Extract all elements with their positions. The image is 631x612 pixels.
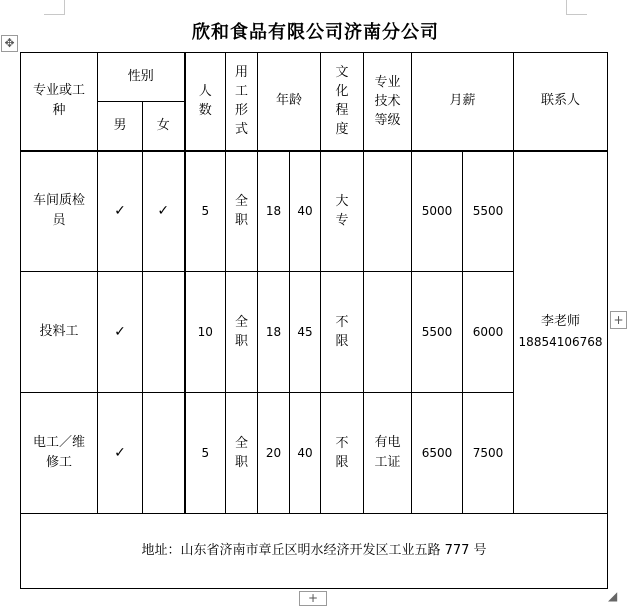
cell-salary-min: 6500 xyxy=(412,393,463,514)
contact-phone: 18854106768 xyxy=(518,335,603,350)
cell-employment: 全职 xyxy=(226,272,258,393)
cell-salary-min: 5500 xyxy=(412,272,463,393)
cell-education: 不限 xyxy=(321,393,364,514)
header-male: 男 xyxy=(98,102,143,151)
address: 地址：山东省济南市章丘区明水经济开发区工业五路 777 号 xyxy=(21,514,608,589)
cell-salary-min: 5000 xyxy=(412,151,463,272)
cell-education: 不限 xyxy=(321,272,364,393)
cell-major: 电工／维修工 xyxy=(21,393,98,514)
page-corner-mark-left xyxy=(44,0,65,15)
cell-female-check-icon xyxy=(143,393,185,514)
cell-count: 5 xyxy=(185,393,226,514)
header-contact: 联系人 xyxy=(514,53,608,151)
header-employment: 用工形式 xyxy=(226,53,258,151)
cell-female-check-icon xyxy=(143,272,185,393)
cell-employment: 全职 xyxy=(226,393,258,514)
cell-count: 5 xyxy=(185,151,226,272)
cell-education: 大专 xyxy=(321,151,364,272)
table-move-handle-icon[interactable]: ✥ xyxy=(1,35,18,52)
cell-male-check-icon: ✓ xyxy=(98,272,143,393)
cell-skill: 有电工证 xyxy=(364,393,412,514)
table-row xyxy=(21,151,608,272)
cell-male-check-icon: ✓ xyxy=(98,151,143,272)
job-table xyxy=(20,52,608,589)
cell-skill xyxy=(364,151,412,272)
header-salary: 月薪 xyxy=(412,53,514,151)
cell-age-min: 18 xyxy=(258,272,290,393)
add-column-icon[interactable]: + xyxy=(610,311,627,329)
cell-count: 10 xyxy=(185,272,226,393)
cell-female-check-icon: ✓ xyxy=(143,151,185,272)
header-major: 专业或工种 xyxy=(21,53,98,151)
header-row-1 xyxy=(21,53,608,102)
contact-cell xyxy=(514,151,608,514)
add-row-icon[interactable]: + xyxy=(299,591,327,606)
header-education: 文化程度 xyxy=(321,53,364,151)
cell-male-check-icon: ✓ xyxy=(98,393,143,514)
table-resize-handle-icon[interactable]: ◢ xyxy=(608,589,618,603)
contact-name: 李老师 xyxy=(541,314,581,330)
cell-salary-max: 7500 xyxy=(463,393,514,514)
cell-skill xyxy=(364,272,412,393)
cell-age-max: 45 xyxy=(290,272,321,393)
cell-age-min: 18 xyxy=(258,151,290,272)
address-row xyxy=(21,514,608,589)
cell-employment: 全职 xyxy=(226,151,258,272)
header-age: 年龄 xyxy=(258,53,321,151)
page-title: 欣和食品有限公司济南分公司 xyxy=(192,22,439,43)
cell-age-max: 40 xyxy=(290,151,321,272)
header-count: 人数 xyxy=(185,53,226,151)
header-female: 女 xyxy=(143,102,185,151)
cell-age-min: 20 xyxy=(258,393,290,514)
cell-salary-max: 6000 xyxy=(463,272,514,393)
page-corner-mark-right xyxy=(566,0,587,15)
cell-age-max: 40 xyxy=(290,393,321,514)
cell-salary-max: 5500 xyxy=(463,151,514,272)
header-skill-level: 专业技术等级 xyxy=(364,53,412,151)
cell-major: 投料工 xyxy=(21,272,98,393)
cell-major: 车间质检员 xyxy=(21,151,98,272)
header-gender: 性别 xyxy=(98,53,185,102)
